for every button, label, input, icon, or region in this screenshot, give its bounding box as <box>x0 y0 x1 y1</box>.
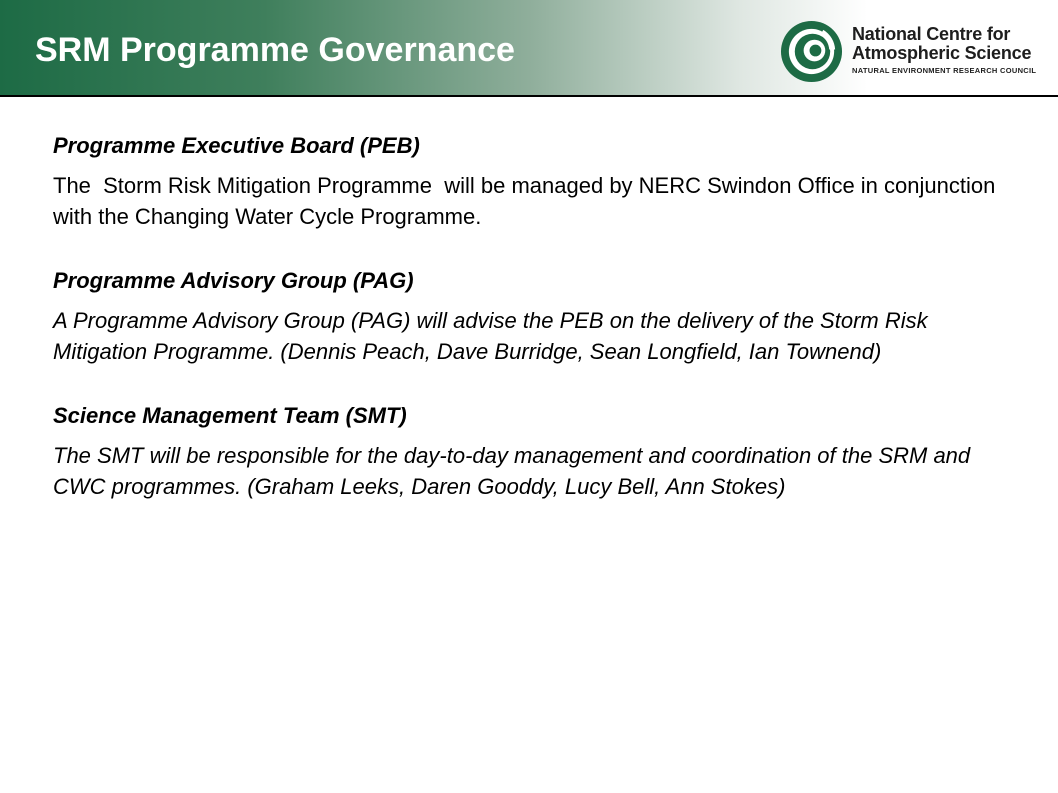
page-title: SRM Programme Governance <box>35 31 515 69</box>
section-pag <box>53 265 1013 367</box>
logo-line-3: NATURAL ENVIRONMENT RESEARCH COUNCIL <box>852 66 1037 75</box>
section-heading: Programme Advisory Group (PAG) <box>53 268 414 293</box>
section-body: The SMT will be responsible for the day-to-day management and coordination of the SRM and CWC programmes. (Graham Leeks, Daren Gooddy, Lucy Bell, Ann Stokes) <box>53 443 971 499</box>
header-bar <box>0 0 1058 96</box>
logo-line-2: Atmospheric Science <box>852 43 1032 63</box>
section-heading: Science Management Team (SMT) <box>53 403 407 428</box>
content-area <box>53 130 1013 535</box>
header-divider <box>0 95 1058 97</box>
section-peb <box>53 130 1013 232</box>
logo-line-1: National Centre for <box>852 24 1011 44</box>
section-smt <box>53 400 1013 502</box>
section-heading: Programme Executive Board (PEB) <box>53 133 420 158</box>
ncas-logo <box>780 20 1050 84</box>
section-body: A Programme Advisory Group (PAG) will advise the PEB on the delivery of the Storm Risk Mitigation Programme. (Dennis Peach, Dave Burridge, Sean Longfield, Ian Townend) <box>53 308 928 364</box>
logo-text <box>852 25 1052 77</box>
nerc-ncas-spiral-icon <box>780 20 843 83</box>
section-body: The Storm Risk Mitigation Programme will be managed by NERC Swindon Office in conjunction with the Changing Water Cycle Programme. <box>53 173 1002 229</box>
